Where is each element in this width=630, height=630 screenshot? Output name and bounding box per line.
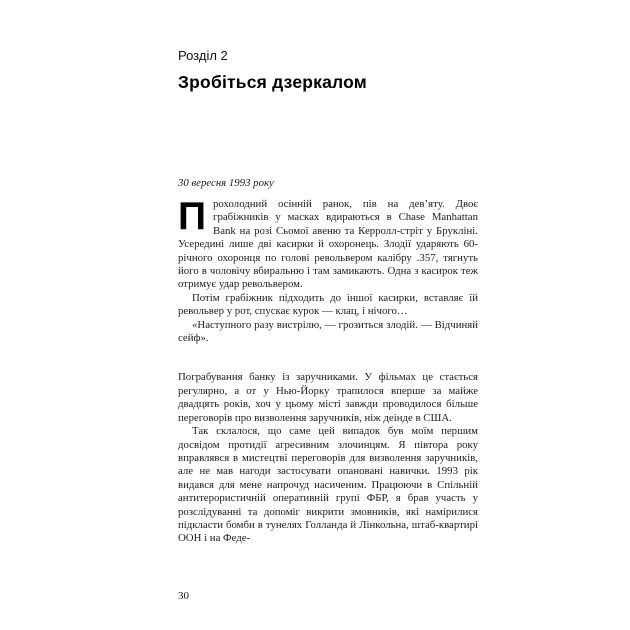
chapter-title: Зробіться дзеркалом: [178, 72, 367, 92]
paragraph: Так склалося, що саме цей випадок був моїм першим досвідом протидії агресивним злочинцям. Я півтора року вправлявся в мистецтві переговорів для визволення заручників, але не мав нагоди застосувати опановані навички. 1993 рік видався для мене напрочуд насиченим. Працюючи в Спільній антитерористичній оперативній групі ФБР, я брав участь у розслідуванні та допоміг викрити змовників, які намірилися підкласти бомби в тунелях Голланда й Лінкольна, штаб-квартирі ООН і на Феде-: [178, 425, 478, 545]
paragraph-section-start: Пограбування банку із заручниками. У фільмах це стається регулярно, а от у Нью-Йорку трапилося вперше за майже двадцять років, хоч у цьому місті завжди проводилося більше переговорів про визволення заручників, ніж деінде в США.: [178, 371, 478, 424]
paragraph: Потім грабіжник підходить до іншої касирки, вставляє їй револьвер у рот, спускає курок — клац, і нічого…: [178, 291, 478, 318]
page-number: 30: [178, 590, 189, 602]
paragraph-text: рохолодний осінній ранок, пів на дев’яту. Двоє грабіжників у масках вдираються в Chase Manhattan Bank на розі Сьомої авеню та Керролл-стріт у Брукліні. Усередині лише дві касирки й охоронець. Злодії ударяють 60-річного охоронця по голові револьвером калібру .357, тягнуть його в чоловічу вбиральню і там замикають. Одна з касирок теж отримує удар револьвером.: [178, 198, 478, 291]
date-line: 30 вересня 1993 року: [178, 177, 274, 189]
paragraph-opening: [178, 195, 478, 292]
chapter-label: Розділ 2: [178, 48, 228, 63]
dropcap-letter: П: [178, 195, 207, 238]
body-text: [178, 195, 478, 546]
paragraph-quote: «Наступного разу вистрілю, — грозиться злодій. — Відчиняй сейф».: [178, 318, 478, 345]
text-column: [178, 48, 478, 546]
